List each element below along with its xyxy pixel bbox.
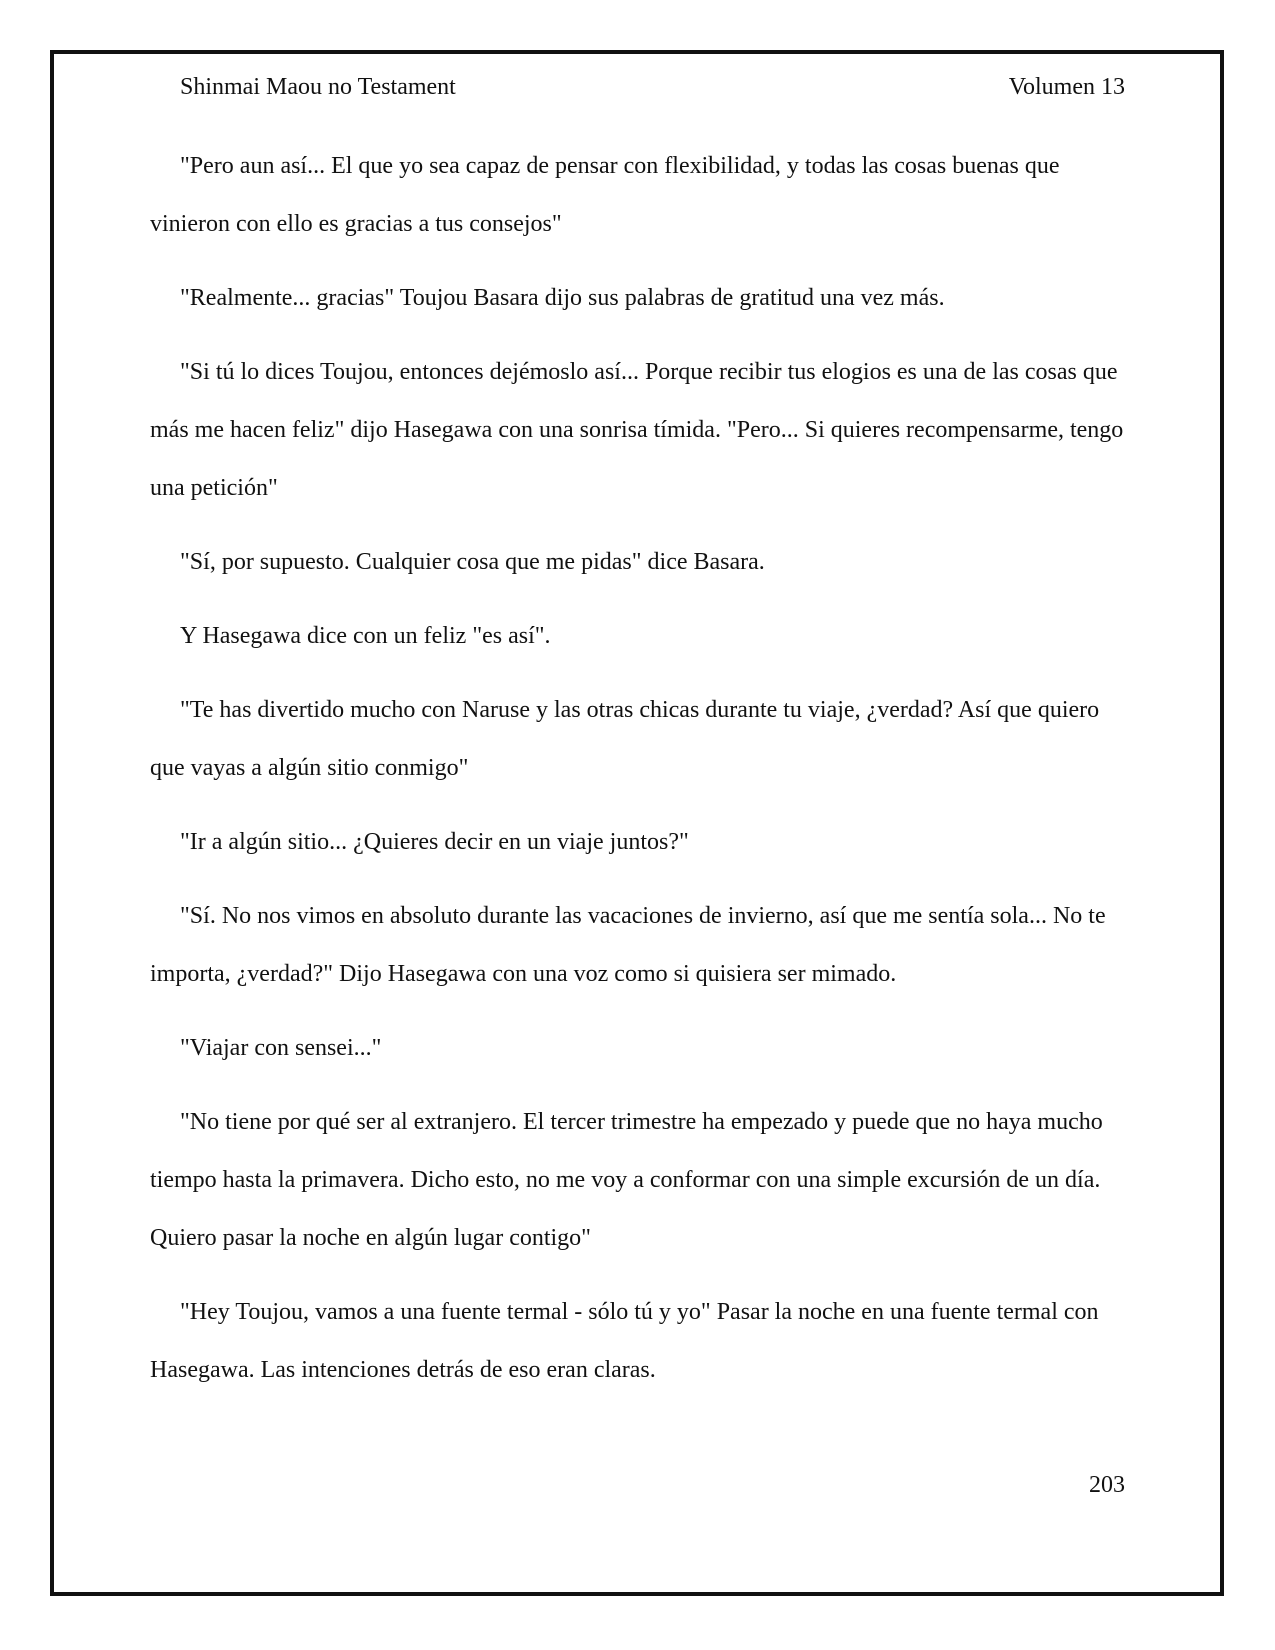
paragraph: "Te has divertido mucho con Naruse y las otras chicas durante tu viaje, ¿verdad? Así que quiero que vayas a algún sitio conmigo" [150,697,1100,781]
paragraph: "Viajar con sensei..." [180,1035,382,1061]
paragraph: "Ir a algún sitio... ¿Quieres decir en un viaje juntos?" [180,829,689,855]
paragraph: "Pero aun así... El que yo sea capaz de pensar con flexibilidad, y todas las cosas buenas que vinieron con ello es gracias a tus consejos" [150,153,1060,237]
paragraph: "Sí. No nos vimos en absoluto durante las vacaciones de invierno, así que me sentía sola... No te importa, ¿verdad?" Dijo Hasegawa con una voz como si quisiera ser mimado. [150,903,1106,987]
paragraph: Y Hasegawa dice con un feliz "es así". [180,623,551,649]
body-text [150,137,1130,1415]
paragraph: "Sí, por supuesto. Cualquier cosa que me pidas" dice Basara. [180,549,765,575]
paragraph: "Realmente... gracias" Toujou Basara dijo sus palabras de gratitud una vez más. [180,285,945,311]
header-title: Shinmai Maou no Testament [180,74,456,100]
header-volume: Volumen 13 [1008,74,1125,100]
paragraph: "Hey Toujou, vamos a una fuente termal - sólo tú y yo" Pasar la noche en una fuente termal con Hasegawa. Las intenciones detrás de eso eran claras. [150,1299,1099,1383]
page-number: 203 [1089,1472,1125,1498]
paragraph: "No tiene por qué ser al extranjero. El tercer trimestre ha empezado y puede que no haya mucho tiempo hasta la primavera. Dicho esto, no me voy a conformar con una simple excursión de un día. Quiero pasar la noche en algún lugar contigo" [150,1109,1103,1251]
paragraph: "Si tú lo dices Toujou, entonces dejémoslo así... Porque recibir tus elogios es una de las cosas que más me hacen feliz" dijo Hasegawa con una sonrisa tímida. "Pero... Si quieres recompensarme, tengo una petición" [150,359,1124,501]
